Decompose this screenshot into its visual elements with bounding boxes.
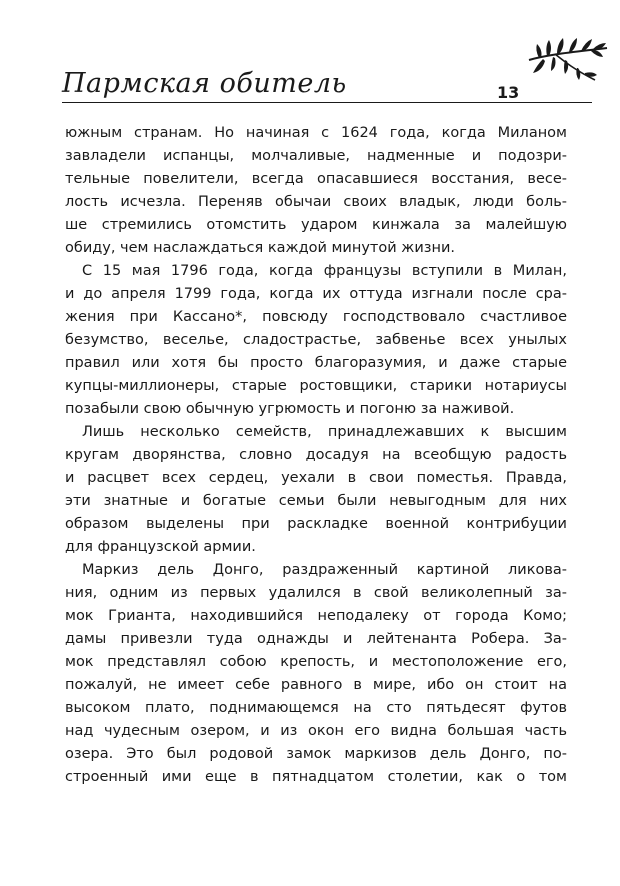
text-line: жения при Кассано*, повсюду господствовало счастливое	[65, 309, 567, 325]
text-line: безумство, веселье, сладострастье, забвенье всех унылых	[65, 332, 567, 348]
text-line: строенный ими еще в пятнадцатом столетии, как о том	[65, 769, 567, 785]
text-line: тельные повелители, всегда опасавшиеся восстания, весе-	[65, 171, 567, 187]
text-line: озера. Это был родовой замок маркизов дель Донго, по-	[65, 746, 567, 762]
text-line: кругам дворянства, словно досадуя на всеобщую радость	[65, 447, 567, 463]
text-line: правил или хотя бы просто благоразумия, и даже старые	[65, 355, 567, 371]
text-line: и до апреля 1799 года, когда их оттуда изгнали после сра-	[65, 286, 567, 302]
text-line: лость исчезла. Переняв обычаи своих владык, люди боль-	[65, 194, 567, 210]
text-line: мок Грианта, находившийся неподалеку от города Комо;	[65, 608, 567, 624]
page-header	[0, 0, 620, 110]
text-line: Лишь несколько семейств, принадлежавших к высшим	[82, 424, 567, 440]
page-number: 13	[497, 83, 520, 102]
text-line: завладели испанцы, молчаливые, надменные и подозри-	[65, 148, 567, 164]
text-line: южным странам. Но начиная с 1624 года, когда Миланом	[65, 125, 567, 141]
text-line: мок представлял собою крепость, и местоположение его,	[65, 654, 567, 670]
header-rule	[62, 102, 592, 103]
text-line: эти знатные и богатые семьи были невыгодным для них	[65, 493, 567, 509]
text-line: для французской армии.	[65, 539, 256, 555]
text-line: дамы привезли туда однажды и лейтенанта Робера. За-	[65, 631, 567, 647]
text-line: ше стремились отомстить ударом кинжала за малейшую	[65, 217, 567, 233]
leaf-branch-icon	[525, 30, 610, 85]
body-text	[65, 122, 567, 789]
text-line: ния, одним из первых удалился в свой великолепный за-	[65, 585, 567, 601]
text-line: и расцвет всех сердец, уехали в свои поместья. Правда,	[65, 470, 567, 486]
text-line: пожалуй, не имеет себе равного в мире, ибо он стоит на	[65, 677, 567, 693]
text-line: образом выделены при раскладке военной контрибуции	[65, 516, 567, 532]
text-line: купцы-миллионеры, старые ростовщики, старики нотариусы	[65, 378, 567, 394]
text-line: С 15 мая 1796 года, когда французы вступили в Милан,	[82, 263, 567, 279]
text-line: над чудесным озером, и из окон его видна большая часть	[65, 723, 567, 739]
running-title: Пармская обитель	[62, 68, 347, 99]
text-line: позабыли свою обычную угрюмость и погоню за наживой.	[65, 401, 515, 417]
text-line: Маркиз дель Донго, раздраженный картиной ликова-	[82, 562, 567, 578]
text-line: высоком плато, поднимающемся на сто пятьдесят футов	[65, 700, 567, 716]
text-line: обиду, чем наслаждаться каждой минутой жизни.	[65, 240, 455, 256]
